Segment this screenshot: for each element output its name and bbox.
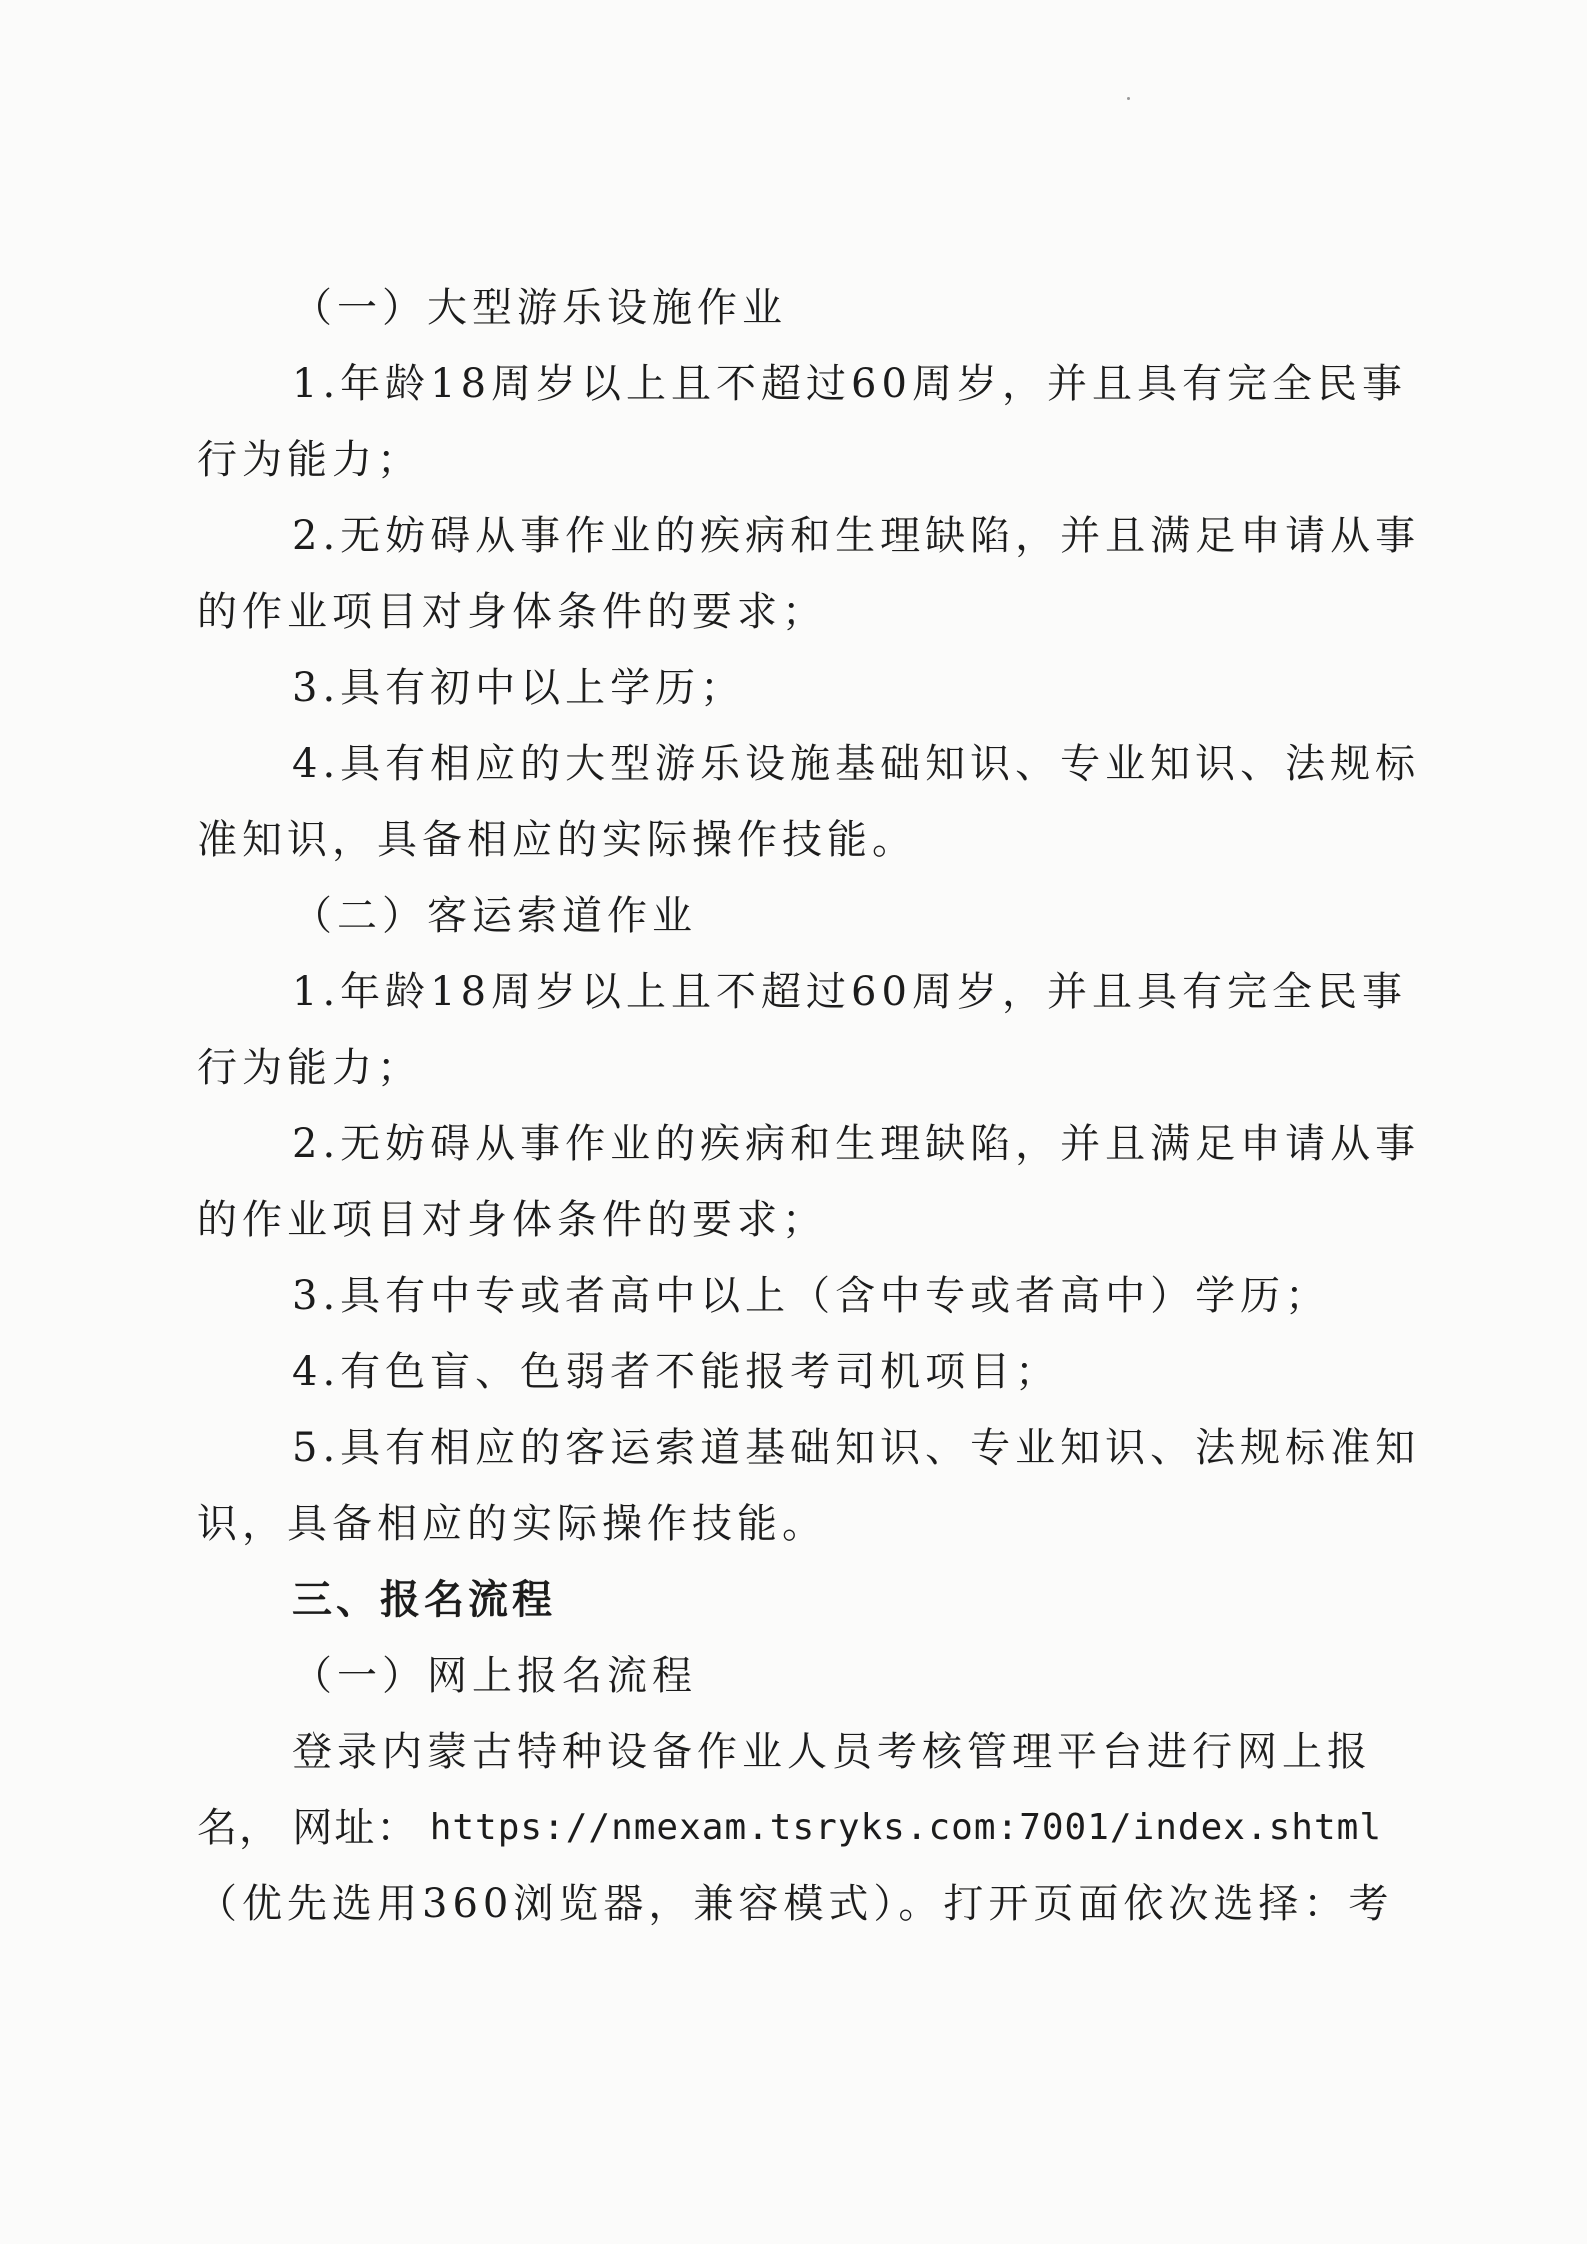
paragraph-line: 1.年龄18周岁以上且不超过60周岁，并且具有完全民事	[292, 969, 1407, 1015]
section-heading-large-amusement: （一）大型游乐设施作业	[292, 285, 787, 331]
paragraph-line: 登录内蒙古特种设备作业人员考核管理平台进行网上报	[292, 1729, 1372, 1775]
section-heading-registration: 三、报名流程	[292, 1577, 556, 1623]
paragraph-line: 5.具有相应的客运索道基础知识、专业知识、法规标准知	[292, 1425, 1421, 1471]
paragraph-line: 1.年龄18周岁以上且不超过60周岁，并且具有完全民事	[292, 361, 1407, 407]
paragraph-line: 3.具有初中以上学历；	[292, 665, 746, 711]
paragraph-line: （优先选用360浏览器，兼容模式）。打开页面依次选择：考	[197, 1881, 1394, 1927]
paragraph-line: 准知识，具备相应的实际操作技能。	[197, 817, 917, 863]
section-heading-ropeway: （二）客运索道作业	[292, 893, 697, 939]
registration-url-link[interactable]: https://nmexam.tsryks.com:7001/index.shtml	[429, 1807, 1382, 1848]
scan-speck	[1127, 97, 1130, 100]
paragraph-line: 2.无妨碍从事作业的疾病和生理缺陷，并且满足申请从事	[292, 1121, 1421, 1167]
paragraph-line: 识，具备相应的实际操作技能。	[197, 1501, 827, 1547]
url-prefix: 名，	[197, 1805, 281, 1851]
document-body	[197, 270, 1421, 1942]
paragraph-line: 行为能力；	[197, 437, 422, 483]
subsection-heading-online: （一）网上报名流程	[292, 1653, 697, 1699]
url-label: 网址：	[292, 1805, 419, 1851]
paragraph-line: 4.具有相应的大型游乐设施基础知识、专业知识、法规标	[292, 741, 1421, 787]
paragraph-line: 行为能力；	[197, 1045, 422, 1091]
paragraph-line: 4.有色盲、色弱者不能报考司机项目；	[292, 1349, 1061, 1395]
paragraph-line: 3.具有中专或者高中以上（含中专或者高中）学历；	[292, 1273, 1331, 1319]
url-line	[197, 1790, 1382, 1866]
paragraph-line: 的作业项目对身体条件的要求；	[197, 1197, 827, 1243]
paragraph-line: 的作业项目对身体条件的要求；	[197, 589, 827, 635]
paragraph-line: 2.无妨碍从事作业的疾病和生理缺陷，并且满足申请从事	[292, 513, 1421, 559]
